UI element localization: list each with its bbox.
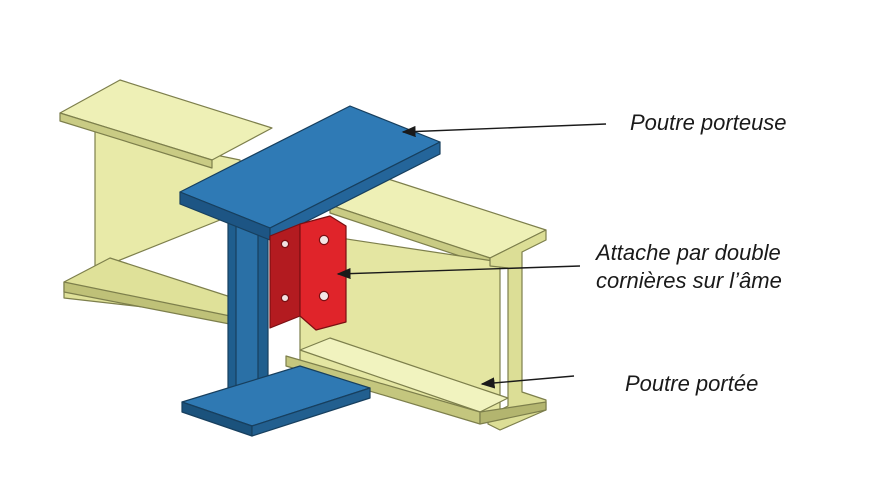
connection-label	[596, 239, 782, 295]
supported-beam-label	[625, 370, 758, 398]
leader-supporting-beam	[403, 124, 606, 132]
supporting-beam-text: Poutre porteuse	[630, 110, 787, 135]
bolt-hole	[281, 240, 288, 247]
supporting-beam-label	[630, 109, 787, 137]
connection-text-line2: cornières sur l’âme	[596, 268, 782, 293]
connection-text-line1: Attache par double	[596, 240, 781, 265]
angle-cleats	[270, 216, 346, 330]
bolt-hole	[319, 235, 328, 244]
bolt-hole	[319, 291, 328, 300]
bolt-hole	[281, 294, 288, 301]
supported-beam-text: Poutre portée	[625, 371, 759, 396]
